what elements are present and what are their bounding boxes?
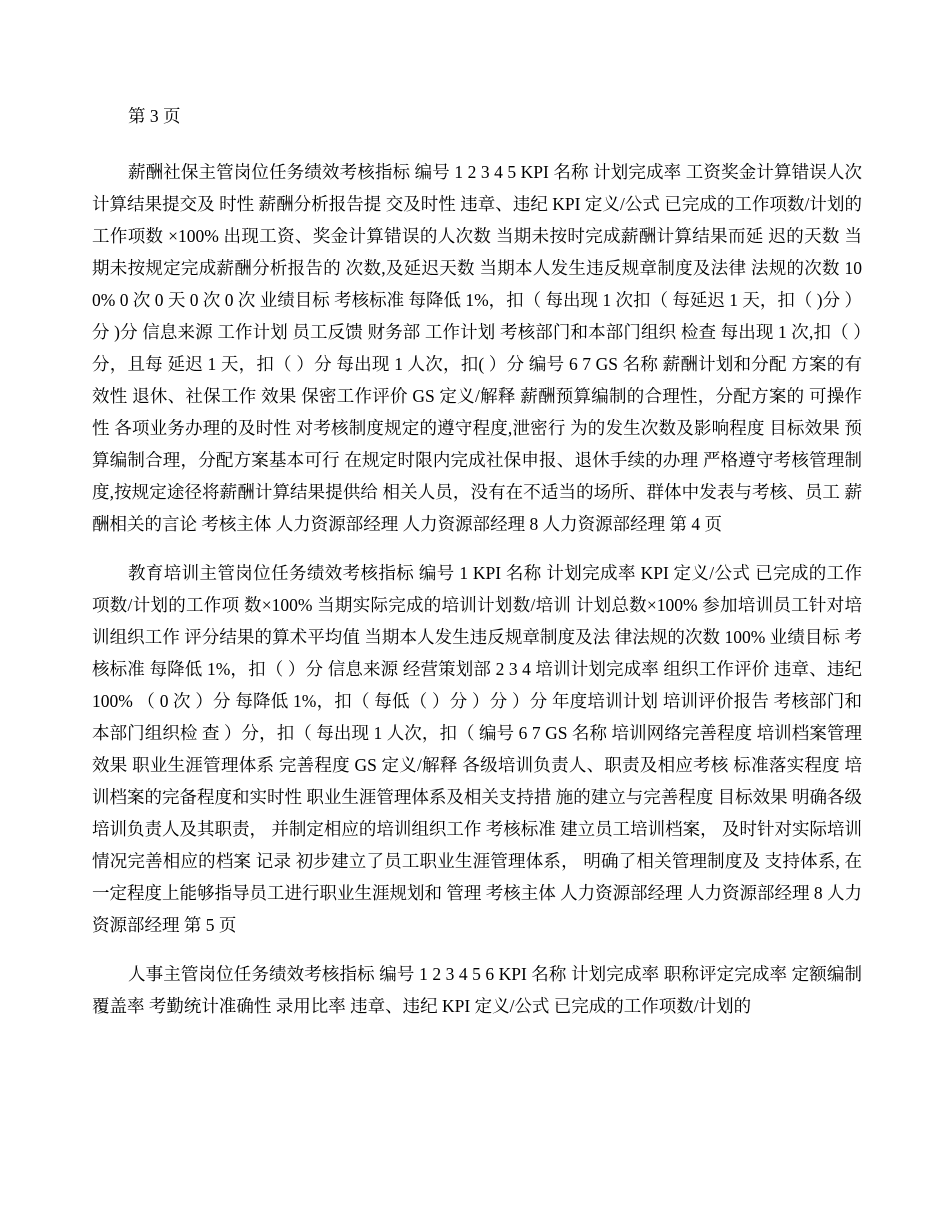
paragraph-training-kpi: 教育培训主管岗位任务绩效考核指标 编号 1 KPI 名称 计划完成率 KPI 定义/公式 已完成的工作项数/计划的工作项 数×100% 当期实际完成的培训计划数/培训 计划总数×100% 参加培训员工针对培训组织工作 评分结果的算术平均值 当期本人发生违反规章制度及法 律法规的次数 100% 业绩目标 考核标准 每降低 1%，扣（ ）分 信息来源 经营策划部 2 3 4 培训计划完成率 组织工作评价 违章、违纪 100% （ 0 次 ）分 每降低 1%，扣（ 每低（ ）分 ）分 ）分 年度培训计划 培训评价报告 考核部门和本部门组织检 查 ）分，扣（ 每出现 1 人次，扣（ 编号 6 7 GS 名称 培训网络完善程度 培训档案管理效果 职业生涯管理体系 完善程度 GS 定义/解释 各级培训负责人、职责及相应考核 标准落实程度 培训档案的完备程度和实时性 职业生涯管理体系及相关支持措 施的建立与完善程度 目标效果 明确各级培训负责人及其职责， 并制定相应的培训组织工作 考核标准 建立员工培训档案， 及时针对实际培训情况完善相应的档案 记录 初步建立了员工职业生涯管理体系， 明确了相关管理制度及 支持体系, 在一定程度上能够指导员工进行职业生涯规划和 管理 考核主体 人力资源部经理 人力资源部经理 8 人力资源部经理 第 5 页 bbox=[92, 563, 862, 935]
document-page bbox=[92, 100, 862, 1039]
page-number-heading: 第 3 页 bbox=[128, 106, 181, 126]
paragraph-salary-social-security-kpi: 薪酬社保主管岗位任务绩效考核指标 编号 1 2 3 4 5 KPI 名称 计划完成率 工资奖金计算错误人次 计算结果提交及 时性 薪酬分析报告提 交及时性 违章、违纪 KPI 定义/公式 已完成的工作项数/计划的工作项数 ×100% 出现工资、奖金计算错误的人次数 当期未按时完成薪酬计算结果而延 迟的天数 当期未按规定完成薪酬分析报告的 次数,及延迟天数 当期本人发生违反规章制度及法律 法规的次数 100% 0 次 0 天 0 次 0 次 业绩目标 考核标准 每降低 1%，扣（ 每出现 1 次扣（ 每延迟 1 天，扣（ )分 ）分 )分 信息来源 工作计划 员工反馈 财务部 工作计划 考核部门和本部门组织 检查 每出现 1 次,扣（ ）分，且每 延迟 1 天，扣（ ）分 每出现 1 人次，扣( ）分 编号 6 7 GS 名称 薪酬计划和分配 方案的有效性 退休、社保工作 效果 保密工作评价 GS 定义/解释 薪酬预算编制的合理性，分配方案的 可操作性 各项业务办理的及时性 对考核制度规定的遵守程度,泄密行 为的发生次数及影响程度 目标效果 预算编制合理，分配方案基本可行 在规定时限内完成社保申报、退休手续的办理 严格遵守考核管理制度,按规定途径将薪酬计算结果提供给 相关人员，没有在不适当的场所、群体中发表与考核、员工 薪酬相关的言论 考核主体 人力资源部经理 人力资源部经理 8 人力资源部经理 第 4 页 bbox=[92, 162, 862, 534]
paragraph-personnel-kpi: 人事主管岗位任务绩效考核指标 编号 1 2 3 4 5 6 KPI 名称 计划完成率 职称评定完成率 定额编制覆盖率 考勤统计准确性 录用比率 违章、违纪 KPI 定义/公式 已完成的工作项数/计划的 bbox=[92, 964, 862, 1016]
